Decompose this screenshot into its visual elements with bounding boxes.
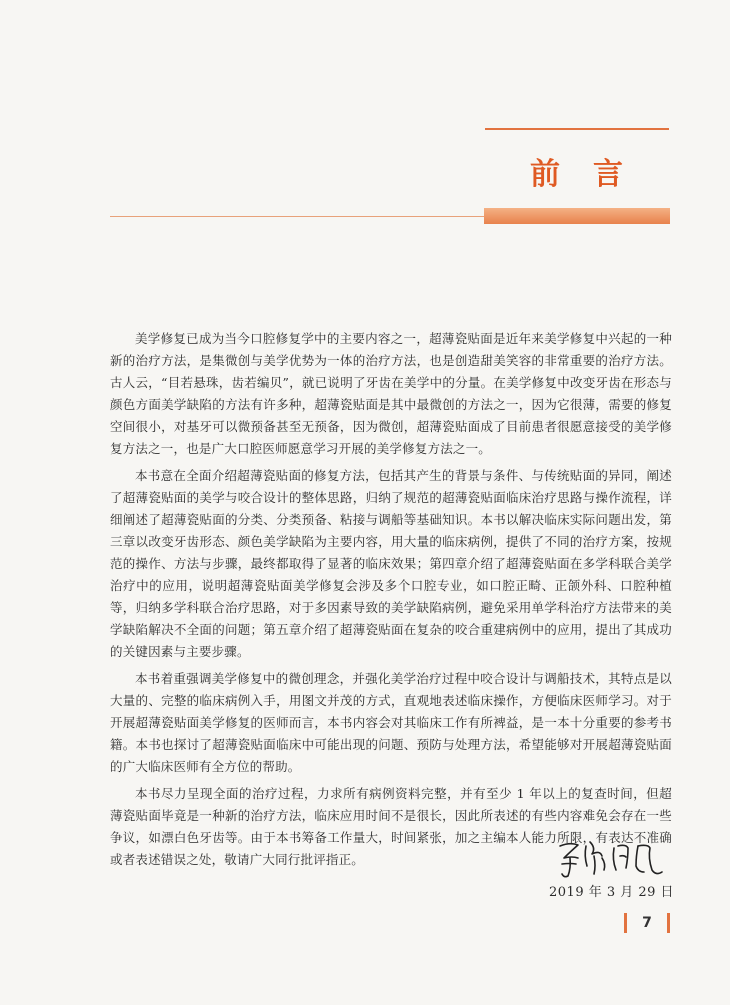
signature-date: 2019 年 3 月 29 日 (549, 885, 675, 900)
header-accent-bar (484, 208, 670, 224)
paragraph-2: 本书意在全面介绍超薄瓷贴面的修复方法，包括其产生的背景与条件、与传统贴面的异同，阐述了超薄瓷贴面的美学与咬合设计的整体思路，归纳了规范的超薄瓷贴面临床治疗思路与操作流程，详细阐述了超薄瓷贴面的分类、分类预备、粘接与调船等基础知识。本书以解决临床实际问题出发，第三章以改变牙齿形态、颜色美学缺陷为主要内容，用大量的临床病例，提供了不同的治疗方案，按规范的操作、方法与步骤，最终都取得了显著的临床效果；第四章介绍了超薄瓷贴面在多学科联合美学治疗中的应用，说明超薄瓷贴面美学修复会涉及多个口腔专业，如口腔正畸、正颌外科、口腔种植等，归纳多学科联合治疗思路，对于多因素导致的美学缺陷病例，避免采用单学科治疗方法带来的美学缺陷解决不全面的问题；第五章介绍了超薄瓷贴面在复杂的咬合重建病例中的应用，提出了其成功的关键因素与主要步骤。 (110, 468, 672, 659)
title-char-1: 前 (530, 157, 560, 192)
title-char-2: 言 (593, 157, 623, 192)
page-number-left-bar (624, 913, 627, 933)
header-top-rule (485, 128, 669, 130)
page-number-right-bar (667, 913, 670, 933)
page-number: 7 (642, 915, 652, 931)
paragraph-3: 本书着重强调美学修复中的微创理念，并强化美学治疗过程中咬合设计与调船技术，其特点是以大量的、完整的临床病例入手，用图文并茂的方式，直观地表述临床操作，方便临床医师学习。对于开展超薄瓷贴面美学修复的医师而言，本书内容会对其临床工作有所裨益，是一本十分重要的参考书籍。本书也探讨了超薄瓷贴面临床中可能出现的问题、预防与处理方法，希望能够对开展超薄瓷贴面的广大临床医师有全方位的帮助。 (110, 671, 672, 774)
header-bottom-rule (110, 216, 484, 217)
paragraph-4: 本书尽力呈现全面的治疗过程，力求所有病例资料完整，并有至少 1 年以上的复查时间，但超薄瓷贴面毕竟是一种新的治疗方法，临床应用时间不是很长，因此所表述的有些内容难免会存在一些争议，如漂白色牙齿等。由于本书筹备工作量大，时间紧张，加之主编本人能力所限，有表达不准确或者表述错误之处，敬请广大同行批评指正。 (110, 786, 672, 867)
page-title (0, 150, 730, 200)
handwritten-signature (556, 836, 666, 884)
preface-body (110, 328, 672, 876)
paragraph-1: 美学修复已成为当今口腔修复学中的主要内容之一，超薄瓷贴面是近年来美学修复中兴起的一种新的治疗方法，是集微创与美学优势为一体的治疗方法，也是创造甜美笑容的非常重要的治疗方法。古人云，“目若悬珠，齿若编贝”，就已说明了牙齿在美学中的分量。在美学修复中改变牙齿在形态与颜色方面美学缺陷的方法有许多种，超薄瓷贴面是其中最微创的方法之一，因为它很薄，需要的修复空间很小，对基牙可以微预备甚至无预备，因为微创，超薄瓷贴面成了目前患者很愿意接受的美学修复方法之一，也是广大口腔医师愿意学习开展的美学修复方法之一。 (110, 331, 672, 456)
